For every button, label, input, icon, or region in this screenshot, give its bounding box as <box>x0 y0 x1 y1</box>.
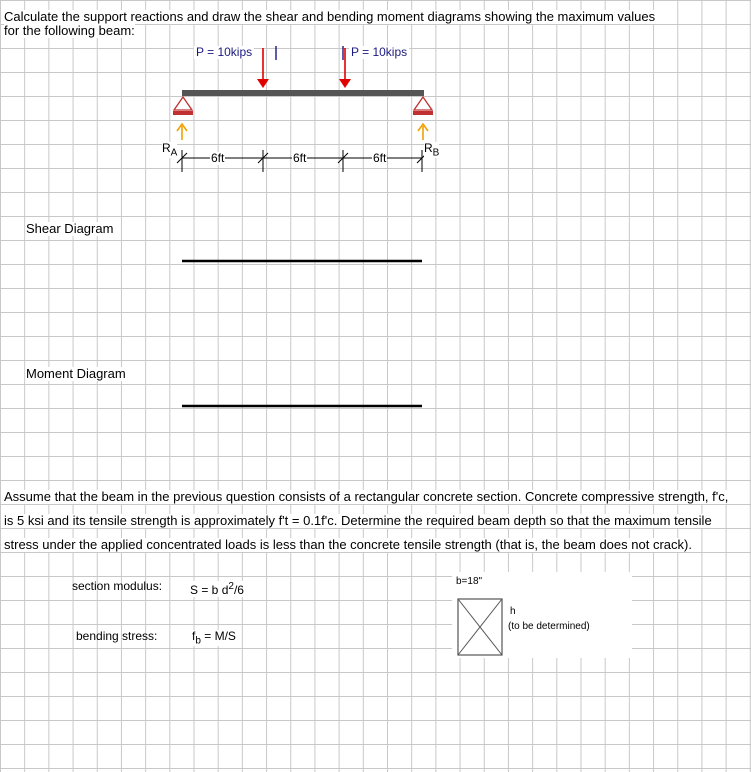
bending-stress-formula: $f_b = M/S$ <box>192 629 236 647</box>
support-right <box>413 97 433 115</box>
cross-section-height-note: (to be determined) <box>508 621 590 632</box>
load-label-1: P = 10kips <box>196 45 253 59</box>
question1-line2: for the following beam: <box>4 23 135 38</box>
reaction-label-right: $R_B$ <box>424 141 440 159</box>
question2-line1: Assume that the beam in the previous question consists of a rectangular concrete section. Concrete compressive strength, f'c, <box>4 489 729 504</box>
question2-line2: is 5 ksi and its tensile strength is approximately f't = 0.1f'c. Determine the required beam depth so that the maximum tensile <box>4 513 712 528</box>
span-label-3: 6ft <box>373 151 387 165</box>
reaction-label-left: $R_A$ <box>162 141 178 159</box>
load-label-2: P = 10kips <box>351 45 408 59</box>
question1-line1: Calculate the support reactions and draw the shear and bending moment diagrams showing the maximum values <box>4 9 656 24</box>
beam-member <box>182 90 424 96</box>
cross-section-width-label: b=18" <box>456 576 483 587</box>
reaction-arrow-left <box>177 124 187 140</box>
bending-stress-label: bending stress: <box>76 629 158 643</box>
cross-section-box-icon <box>457 598 503 656</box>
support-left <box>173 97 193 115</box>
cross-section-height-label: h <box>510 606 516 617</box>
span-label-1: 6ft <box>211 151 225 165</box>
question2-line3: stress under the applied concentrated loads is less than the concrete tensile strength (that is, the beam does not crack). <box>4 537 692 552</box>
shear-diagram-label: Shear Diagram <box>26 221 114 236</box>
cross-section-panel <box>452 572 632 658</box>
span-label-2: 6ft <box>293 151 307 165</box>
moment-diagram-label: Moment Diagram <box>26 366 126 381</box>
section-modulus-formula: S = b $d^2/6$ <box>190 581 244 597</box>
load-arrow-1 <box>257 48 269 88</box>
section-modulus-label: section modulus: <box>72 579 163 593</box>
reaction-arrow-right <box>418 124 428 140</box>
